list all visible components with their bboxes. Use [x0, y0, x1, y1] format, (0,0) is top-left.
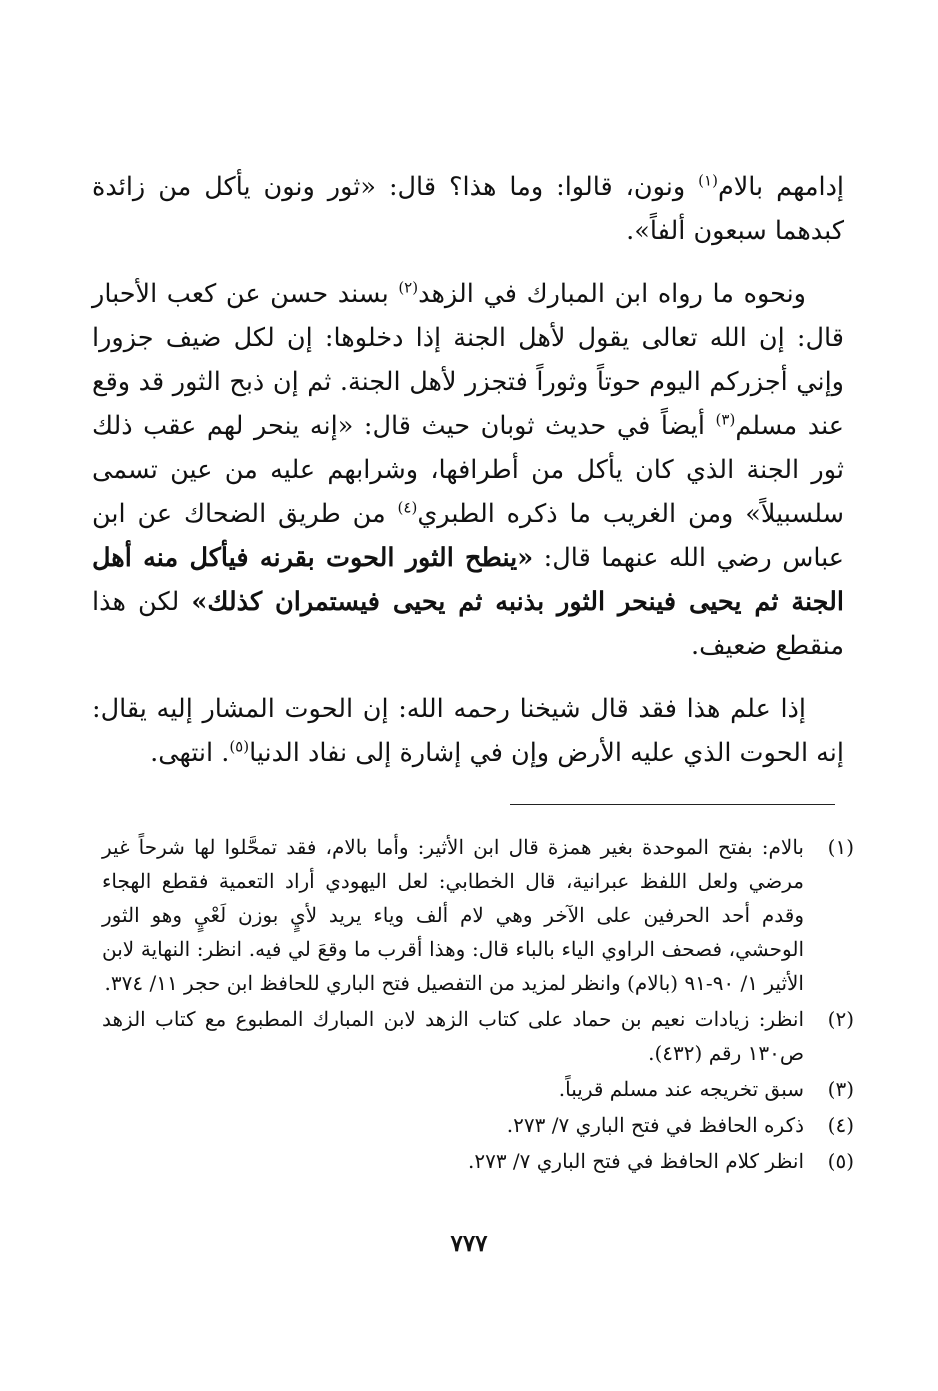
text-segment: إدامهم بالام [717, 172, 845, 202]
footnote-text: ذكره الحافظ في فتح الباري ٧/ ٢٧٣. [506, 1113, 804, 1137]
footnote-reference: (١) [698, 171, 718, 190]
footnote-number: (١) [827, 835, 854, 859]
footnote [102, 1002, 854, 1070]
footnotes [102, 830, 854, 1180]
text-segment: بسند حسن عن كعب الأحبار قال: إن الله تعالى يقول لأهل الجنة إذا دخلوها: إن لكل ضيف جزورا وإني أجزركم اليوم حوتاً وثوراً فتجزر لأهل الجنة. ثم إن ذبح الثور قد وقع عند مسلم [92, 279, 844, 441]
text-segment: من طريق الضحاك عن ابن عباس رضي الله عنهما قال: [92, 499, 844, 573]
footnote-reference: (٢) [398, 278, 419, 297]
footnote-reference: (٣) [715, 410, 736, 429]
paragraph-2 [92, 272, 844, 668]
footnote-number: (٥) [827, 1149, 854, 1173]
paragraph-1 [92, 165, 844, 253]
footnote [102, 1144, 854, 1178]
text-segment: ونحوه ما رواه ابن المبارك في الزهد [418, 279, 806, 309]
paragraph-3 [92, 687, 844, 775]
text-segment: ونون، قالوا: وما هذا؟ قال: «ثور ونون يأكل من زائدة كبدهما سبعون ألفاً». [92, 172, 844, 246]
footnote-number: (٣) [827, 1077, 854, 1101]
text-segment: . انتهى. [150, 738, 230, 768]
page-number: ٧٧٧ [450, 1230, 488, 1257]
footnote [102, 1108, 854, 1142]
footnote-separator [510, 804, 835, 805]
text-segment: أيضاً في حديث ثوبان حيث قال: «إنه ينحر لهم عقب ذلك ثور الجنة الذي كان يأكل من أطرافها، وشرابهم عليه من عين تسمى سلسبيلاً» ومن الغريب ما ذكره الطبري [92, 411, 844, 529]
text-segment: إذا علم هذا فقد قال شيخنا رحمه الله: إن الحوت المشار إليه يقال: إنه الحوت الذي عليه الأرض وإن في إشارة إلى نفاد الدنيا [92, 694, 844, 768]
footnote-number: (٤) [827, 1113, 854, 1137]
text-segment: لكن هذا منقطع ضعيف. [92, 587, 844, 661]
footnote [102, 830, 854, 1000]
bold-quote: «ينطح الثور الحوت بقرنه فيأكل منه أهل الجنة ثم يحيى فينحر الثور بذنبه ثم يحيى فيستمران كذلك» [92, 543, 844, 617]
footnote-number: (٢) [827, 1007, 854, 1031]
footnote-text: انظر: زيادات نعيم بن حماد على كتاب الزهد لابن المبارك المطبوع مع كتاب الزهد ص١٣٠ رقم (٤٣٢). [102, 1007, 804, 1065]
footnote-reference: (٥) [229, 737, 250, 756]
footnote-text: بالام: بفتح الموحدة بغير همزة قال ابن الأثير: وأما بالام، فقد تمحَّلوا لها شرحاً غير مرضي ولعل اللفظ عبرانية، قال الخطابي: لعل اليهودي أراد التعمية فقطع الهجاء وقدم أحد الحرفين على الآخر وهي لام ألف وياء يريد لأيٍ بوزن لَعْيٍ وهو الثور الوحشي، فصحف الراوي الياء بالباء قال: وهذا أقرب ما وقعَ لي فيه. انظر: النهاية لابن الأثير ١/ ٩٠-٩١ (بالام) وانظر لمزيد من التفصيل فتح الباري للحافظ ابن حجر ١١/ ٣٧٤. [102, 835, 804, 995]
main-text [92, 165, 844, 794]
footnote-reference: (٤) [397, 498, 418, 517]
footnote [102, 1072, 854, 1106]
footnote-text: سبق تخريجه عند مسلم قريباً. [558, 1077, 804, 1101]
footnote-text: انظر كلام الحافظ في فتح الباري ٧/ ٢٧٣. [467, 1149, 804, 1173]
